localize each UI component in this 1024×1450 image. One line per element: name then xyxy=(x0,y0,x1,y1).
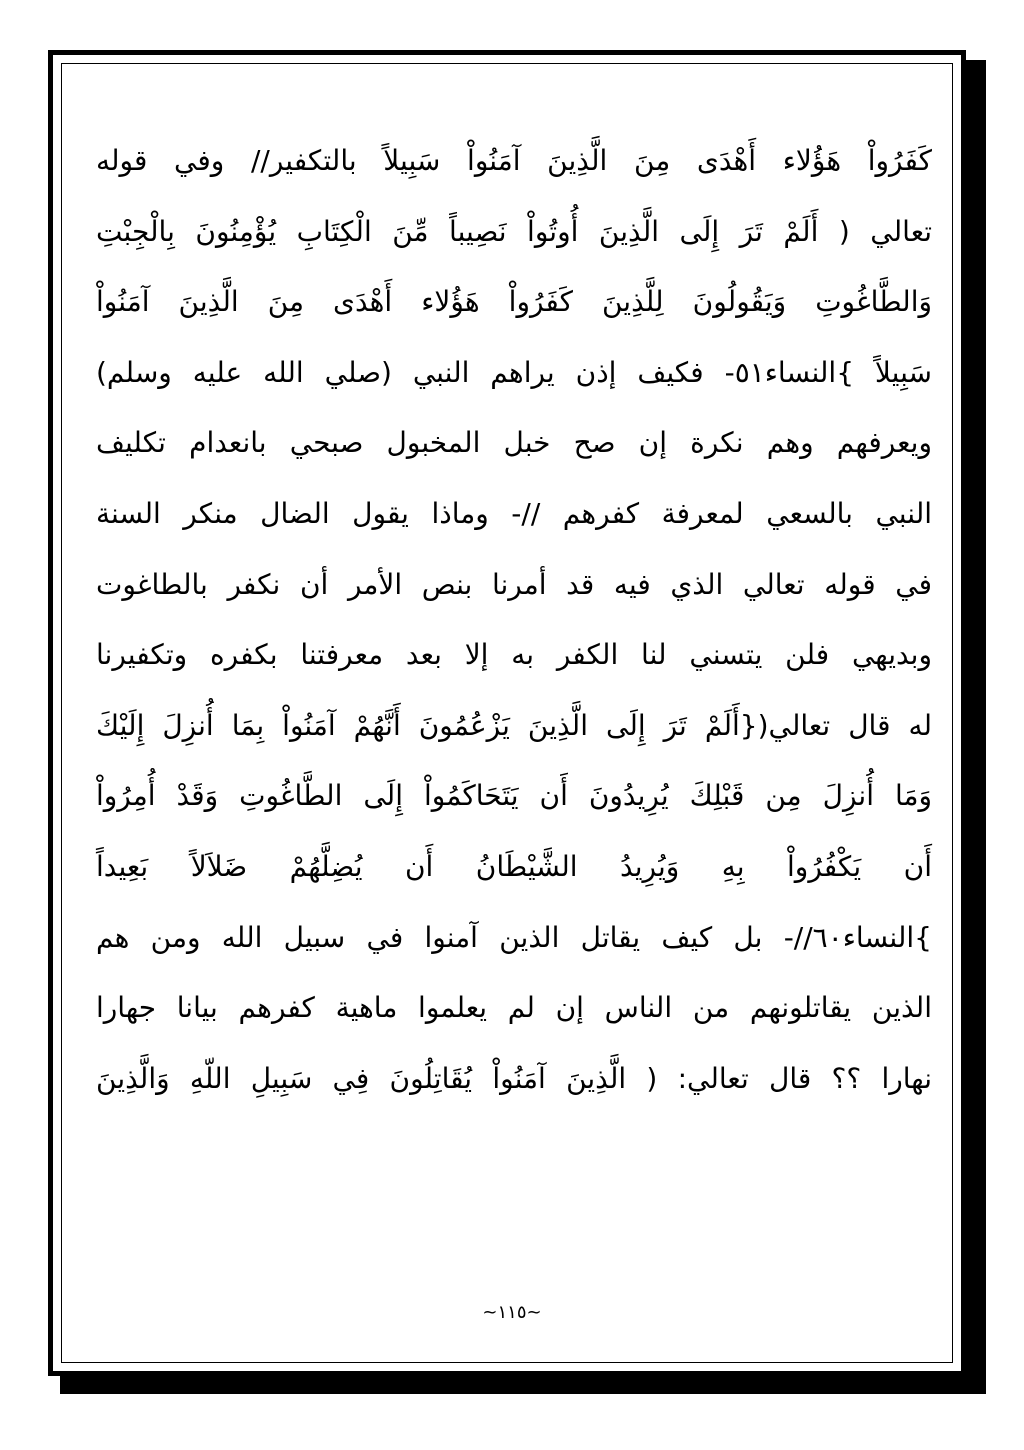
text-line: وَمَا أُنزِلَ مِن قَبْلِكَ يُرِيدُونَ أَن يَتَحَاكَمُواْ إِلَى الطَّاغُوتِ وَقَدْ أُمِرُواْ xyxy=(96,779,932,813)
text-line: أَن يَكْفُرُواْ بِهِ وَيُرِيدُ الشَّيْطَانُ أَن يُضِلَّهُمْ ضَلاَلاً بَعِيداً xyxy=(96,849,932,883)
page-body-text xyxy=(96,126,932,1114)
text-line: تعالي ( أَلَمْ تَرَ إِلَى الَّذِينَ أُوتُواْ نَصِيباً مِّنَ الْكِتَابِ يُؤْمِنُونَ بِالْجِبْتِ xyxy=(96,214,932,248)
text-line: كَفَرُواْ هَؤُلاء أَهْدَى مِنَ الَّذِينَ آمَنُواْ سَبِيلاً بالتكفير// وفي قوله xyxy=(96,144,932,177)
text-line: نهارا ؟؟ قال تعالي: ( الَّذِينَ آمَنُواْ يُقَاتِلُونَ فِي سَبِيلِ اللّهِ وَالَّذِينَ xyxy=(96,1061,932,1095)
text-line: ويعرفهم وهم نكرة إن صح خبل المخبول صبحي بانعدام تكليف xyxy=(96,426,932,460)
text-line: له قال تعالي({أَلَمْ تَرَ إِلَى الَّذِينَ يَزْعُمُونَ أَنَّهُمْ آمَنُواْ بِمَا أُنزِلَ إِلَيْكَ xyxy=(96,708,932,742)
text-line: النبي بالسعي لمعرفة كفرهم //- وماذا يقول الضال منكر السنة xyxy=(96,496,932,530)
text-line: سَبِيلاً }النساء٥١- فكيف إذن يراهم النبي (صلي الله عليه وسلم) xyxy=(96,355,933,389)
text-line: في قوله تعالي الذي فيه قد أمرنا بنص الأمر أن نكفر بالطاغوت xyxy=(96,567,932,601)
page-number: ~١١٥~ xyxy=(482,1302,542,1323)
text-line: الذين يقاتلونهم من الناس إن لم يعلموا ماهية كفرهم بيانا جهارا xyxy=(96,991,932,1025)
text-line: }النساء٦٠//- بل كيف يقاتل الذين آمنوا في سبيل الله ومن هم xyxy=(96,920,932,954)
text-line: وَالطَّاغُوتِ وَيَقُولُونَ لِلَّذِينَ كَفَرُواْ هَؤُلاء أَهْدَى مِنَ الَّذِينَ آمَنُواْ xyxy=(96,285,932,319)
text-line: وبديهي فلن يتسني لنا الكفر به إلا بعد معرفتنا بكفره وتكفيرنا xyxy=(96,638,932,672)
